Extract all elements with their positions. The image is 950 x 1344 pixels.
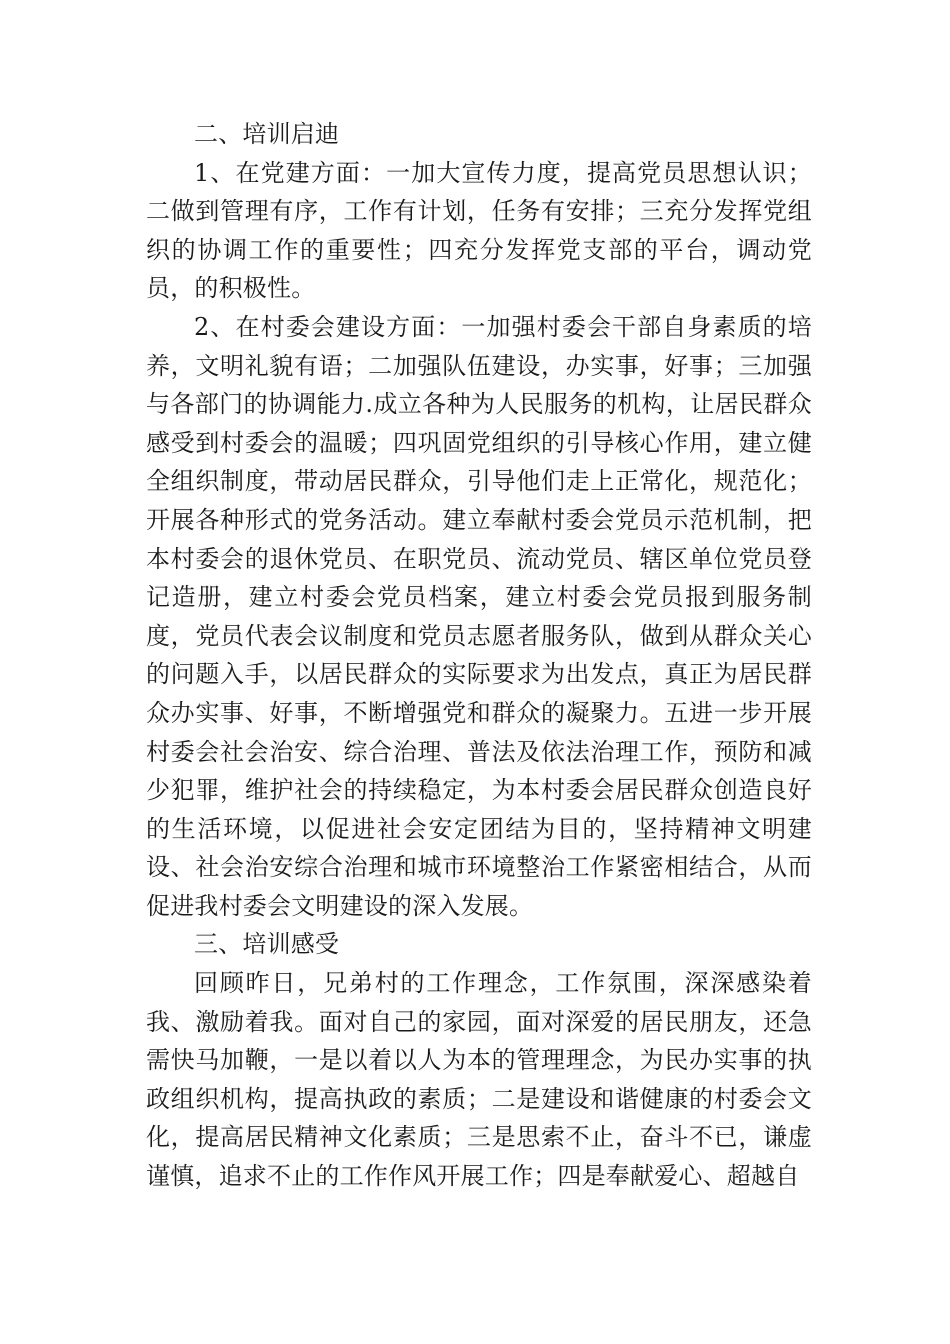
paragraph-party-building: 1、在党建方面：一加大宣传力度，提高党员思想认识；二做到管理有序，工作有计划，任务有安排；三充分发挥党组织的协调工作的重要性；四充分发挥党支部的平台，调动党员，的积极性。 <box>146 158 812 303</box>
document-page <box>146 115 812 1196</box>
paragraph-training-feelings: 回顾昨日，兄弟村的工作理念，工作氛围，深深感染着我、激励着我。面对自己的家园，面对深爱的居民朋友，还急需快马加鞭，一是以着以人为本的管理理念，为民办实事的执政组织机构，提高执政的素质；二是建设和谐健康的村委会文化，提高居民精神文化素质；三是思索不止，奋斗不已，谦虚谨慎，追求不止的工作作风开展工作；四是奉献爱心、超越自 <box>146 969 812 1191</box>
section-heading-2: 二、培训启迪 <box>194 120 340 148</box>
paragraph-village-committee: 2、在村委会建设方面：一加强村委会干部自身素质的培养，文明礼貌有语；二加强队伍建设，办实事，好事；三加强与各部门的协调能力.成立各种为人民服务的机构，让居民群众感受到村委会的温暖；四巩固党组织的引导核心作用，建立健全组织制度，带动居民群众，引导他们走上正常化，规范化；开展各种形式的党务活动。建立奉献村委会党员示范机制，把本村委会的退休党员、在职党员、流动党员、辖区单位党员登记造册，建立村委会党员档案，建立村委会党员报到服务制度，党员代表会议制度和党员志愿者服务队，做到从群众关心的问题入手，以居民群众的实际要求为出发点，真正为居民群众办实事、好事，不断增强党和群众的凝聚力。五进一步开展村委会社会治安、综合治理、普法及依法治理工作，预防和减少犯罪，维护社会的持续稳定，为本村委会居民群众创造良好的生活环境，以促进社会安定团结为目的，坚持精神文明建设、社会治安综合治理和城市环境整治工作紧密相结合，从而促进我村委会文明建设的深入发展。 <box>146 312 812 920</box>
section-heading-3: 三、培训感受 <box>194 930 340 959</box>
